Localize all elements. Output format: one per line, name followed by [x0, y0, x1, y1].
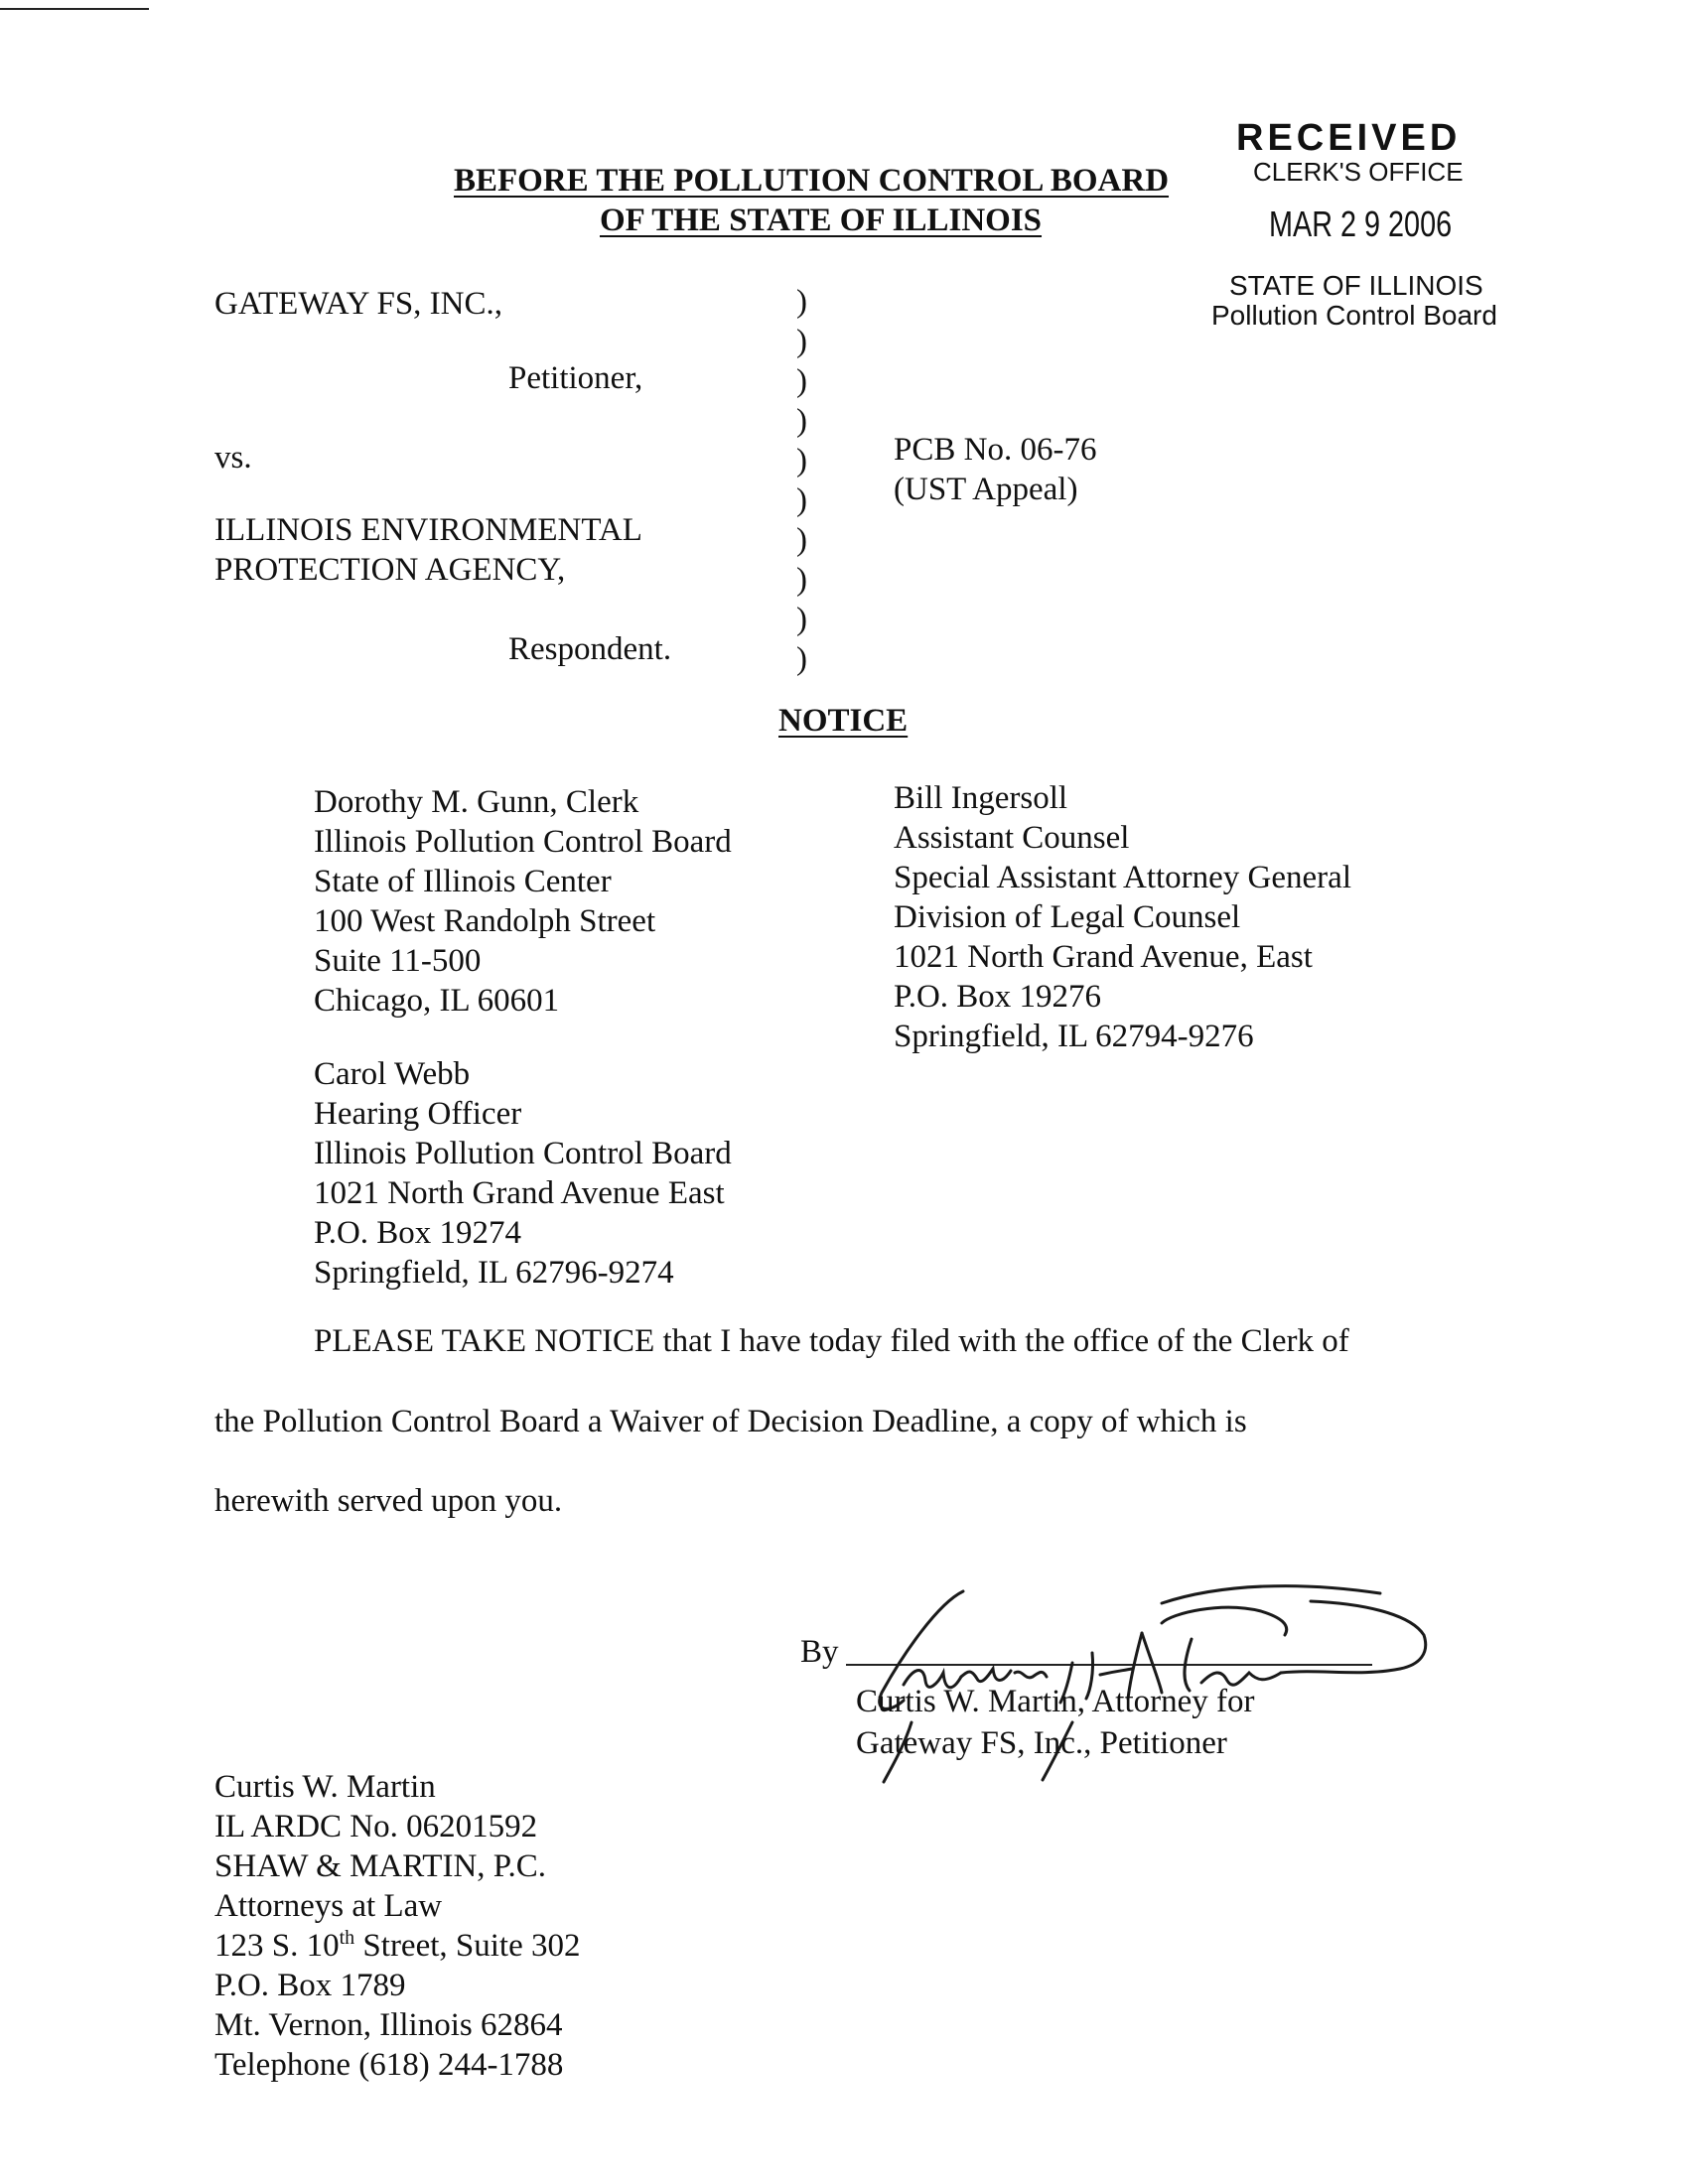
petitioner-name: GATEWAY FS, INC., — [214, 286, 503, 322]
address-line: Hearing Officer — [314, 1096, 522, 1132]
body-line-3: herewith served upon you. — [214, 1483, 563, 1519]
address-line: Springfield, IL 62796-9274 — [314, 1255, 674, 1291]
recipient-clerk — [314, 782, 732, 1021]
header-line-1: BEFORE THE POLLUTION CONTROL BOARD — [454, 163, 1170, 199]
attorney-ardc: IL ARDC No. 06201592 — [214, 1809, 538, 1844]
paren: ) — [796, 284, 807, 320]
attorney-name: Curtis W. Martin — [214, 1769, 436, 1805]
paren: ) — [796, 602, 807, 637]
address-line: Illinois Pollution Control Board — [314, 824, 732, 860]
petitioner-label: Petitioner, — [508, 360, 643, 396]
attorney-pobox: P.O. Box 1789 — [214, 1968, 406, 2003]
address-line: Carol Webb — [314, 1056, 471, 1092]
recipient-counsel — [894, 778, 1351, 1056]
address-line: Assistant Counsel — [894, 820, 1130, 856]
signatory-name: Curtis W. Martin, Attorney for — [856, 1684, 1255, 1719]
paren: ) — [796, 562, 807, 598]
recipient-hearing-officer — [314, 1054, 732, 1293]
address-line: Chicago, IL 60601 — [314, 983, 560, 1019]
respondent-name-2: PROTECTION AGENCY, — [214, 552, 566, 588]
case-number: PCB No. 06-76 — [894, 432, 1097, 468]
address-line: Division of Legal Counsel — [894, 899, 1241, 935]
case-type: (UST Appeal) — [894, 472, 1078, 507]
respondent-name-1: ILLINOIS ENVIRONMENTAL — [214, 512, 642, 548]
attorney-street — [214, 1926, 580, 1966]
address-line: 1021 North Grand Avenue, East — [894, 939, 1313, 975]
address-line: P.O. Box 19274 — [314, 1215, 522, 1251]
paren: ) — [796, 482, 807, 518]
paren: ) — [796, 324, 807, 359]
address-line: P.O. Box 19276 — [894, 979, 1102, 1015]
attorney-city: Mt. Vernon, Illinois 62864 — [214, 2007, 563, 2043]
address-line: 100 West Randolph Street — [314, 903, 656, 939]
address-line: Special Assistant Attorney General — [894, 860, 1351, 895]
paren: ) — [796, 522, 807, 558]
top-rule — [0, 8, 149, 10]
stamp-office: CLERK'S OFFICE — [1253, 157, 1464, 187]
address-line: Illinois Pollution Control Board — [314, 1136, 732, 1171]
caption-parentheses — [796, 282, 807, 679]
notice-title: NOTICE — [778, 703, 909, 739]
paren: ) — [796, 443, 807, 478]
signature-by-label: By — [800, 1634, 839, 1670]
attorney-phone: Telephone (618) 244-1788 — [214, 2047, 564, 2083]
stamp-received: RECEIVED — [1236, 117, 1462, 159]
versus-label: vs. — [214, 440, 252, 476]
attorney-title: Attorneys at Law — [214, 1888, 443, 1924]
address-line: Suite 11-500 — [314, 943, 482, 979]
body-line-1: PLEASE TAKE NOTICE that I have today filed with the office of the Clerk of — [314, 1323, 1349, 1359]
address-line: Springfield, IL 62794-9276 — [894, 1019, 1254, 1054]
paren: ) — [796, 363, 807, 399]
paren: ) — [796, 641, 807, 677]
attorney-firm: SHAW & MARTIN, P.C. — [214, 1848, 546, 1884]
body-line-2: the Pollution Control Board a Waiver of Decision Deadline, a copy of which is — [214, 1404, 1247, 1439]
respondent-label: Respondent. — [508, 631, 672, 667]
signatory-role: Gateway FS, Inc., Petitioner — [856, 1725, 1227, 1761]
street-suffix: Street, Suite 302 — [354, 1928, 581, 1964]
address-line: Dorothy M. Gunn, Clerk — [314, 784, 639, 820]
street-ordinal: th — [339, 1927, 355, 1949]
stamp-state: STATE OF ILLINOIS — [1229, 270, 1483, 301]
header-line-2: OF THE STATE OF ILLINOIS — [600, 203, 1043, 238]
stamp-date: MAR 2 9 2006 — [1269, 204, 1453, 244]
attorney-block — [214, 1767, 580, 2085]
address-line: 1021 North Grand Avenue East — [314, 1175, 725, 1211]
paren: ) — [796, 403, 807, 439]
address-line: State of Illinois Center — [314, 864, 612, 899]
address-line: Bill Ingersoll — [894, 780, 1068, 816]
stamp-board: Pollution Control Board — [1211, 300, 1497, 331]
street-prefix: 123 S. 10 — [214, 1928, 340, 1964]
